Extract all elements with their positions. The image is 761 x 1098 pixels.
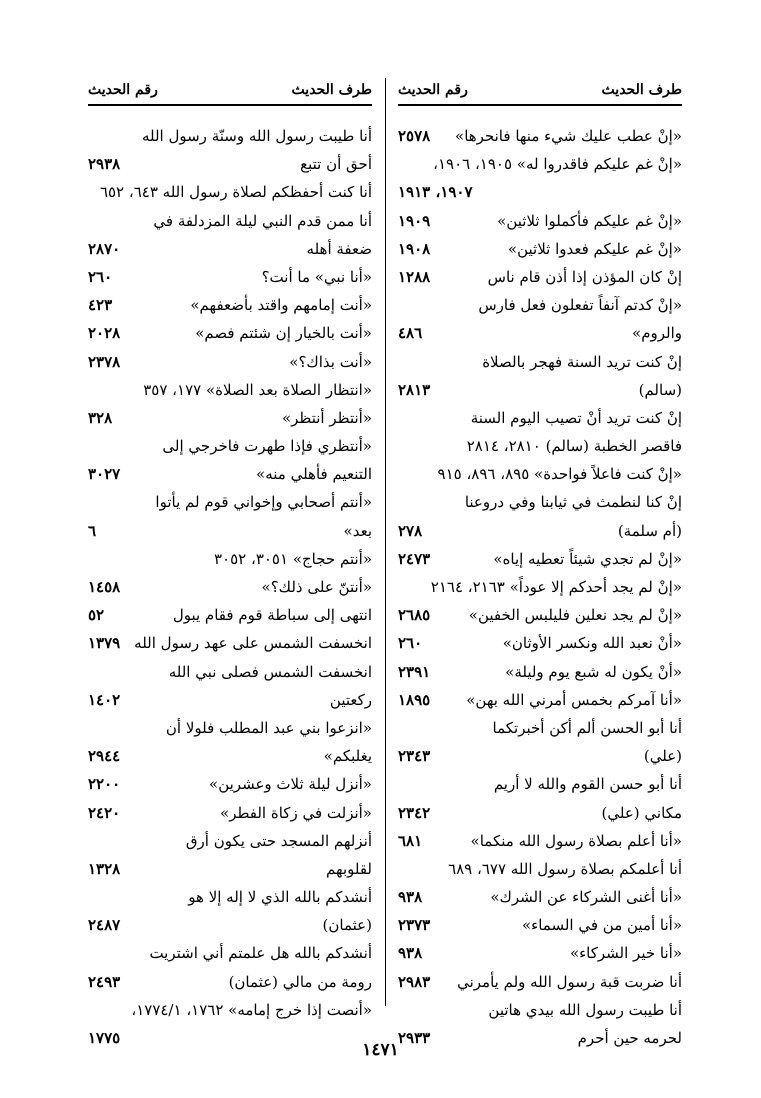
hadith-opening-text: أنا طيبت رسول الله وسنّة رسول الله — [141, 127, 372, 145]
index-entry — [88, 150, 372, 178]
hadith-number: ٤٨٦ — [398, 324, 423, 343]
hadith-opening-text: والروم» — [632, 324, 682, 343]
index-entry — [88, 432, 372, 460]
hadith-opening-text: «أنْ نعبد الله ونكسر الأوثان» — [502, 634, 682, 653]
hadith-opening-text: رومة من مالي (عثمان) — [228, 972, 372, 991]
hadith-opening-text: (أم سلمة) — [617, 521, 682, 540]
hadith-opening-text: «أنتم حجاج» ٣٠٥١، ٣٠٥٢ — [213, 549, 372, 568]
index-entry — [398, 883, 682, 911]
hadith-opening-text: «إنْ غم عليكم فأكملوا ثلاثين» — [497, 211, 682, 230]
hadith-opening-text: «أنا أمين من في السماء» — [521, 916, 682, 935]
hadith-number: ٢٦٨٥ — [398, 606, 431, 625]
header-hadith-text-label: طرف الحديث — [601, 82, 682, 98]
index-entry — [398, 573, 682, 601]
hadith-opening-text: «أنتنّ على ذلك؟» — [261, 578, 372, 596]
index-entry — [88, 827, 372, 855]
hadith-number: ٥٢ — [88, 606, 105, 625]
hadith-opening-text: مكاني (علي) — [601, 803, 682, 822]
index-entry — [398, 291, 682, 319]
index-entry — [398, 799, 682, 827]
hadith-number: ٢٠٢٨ — [88, 324, 121, 343]
hadith-opening-text: يغلبكم» — [323, 747, 372, 766]
index-entry — [398, 629, 682, 657]
hadith-opening-text: «أنا أغنى الشركاء عن الشرك» — [490, 888, 682, 907]
hadith-opening-text: أنا طيبت رسول الله بيدي هاتين — [488, 1000, 682, 1019]
hadith-opening-text: أنا أبو الحسن ألم أكن أخبرتكما — [492, 718, 682, 737]
hadith-opening-text: إنْ كنت تريد السنة فهجر بالصلاة — [482, 352, 682, 371]
hadith-opening-text: إنْ كنت تريد أنْ تصيب اليوم السنة — [470, 408, 682, 427]
hadith-number: ٢٤٧٣ — [398, 549, 431, 568]
hadith-opening-text: «انزعوا بني عبد المطلب فلولا أن — [165, 718, 372, 737]
index-entry — [398, 911, 682, 939]
index-entry — [88, 545, 372, 573]
index-entry — [88, 799, 372, 827]
hadith-opening-text: التنعيم فأهلي منه» — [256, 465, 372, 484]
right-column-header — [398, 82, 682, 106]
hadith-number: ١٩٠٩ — [398, 211, 431, 230]
hadith-opening-text: «أنْ يكون له شبع يوم وليلة» — [505, 662, 682, 681]
index-entry — [88, 601, 372, 629]
index-entry — [398, 122, 682, 150]
index-entry — [88, 883, 372, 911]
hadith-number: ٦٨١ — [398, 831, 423, 850]
hadith-number: ١٨٩٥ — [398, 690, 431, 709]
hadith-number: ٢٢٠٠ — [88, 775, 121, 794]
index-entry — [88, 460, 372, 488]
hadith-number: ١٢٨٨ — [398, 267, 431, 286]
index-entry — [88, 911, 372, 939]
index-entry — [398, 714, 682, 742]
hadith-opening-text: «انتظار الصلاة بعد الصلاة» ١٧٧، ٣٥٧ — [143, 380, 372, 399]
hadith-opening-text: «أنتظري فإذا طهرت فاخرجي إلى — [162, 437, 372, 456]
hadith-opening-text: «إنْ لم يجد أحدكم إلا عوداً» ٢١٦٣، ٢١٦٤ — [430, 578, 682, 596]
hadith-opening-text: «أنتظر أنتظر» — [281, 408, 372, 427]
hadith-number: ٢٧٨ — [398, 521, 423, 540]
hadith-number: ١٧٧٥ — [88, 1029, 121, 1047]
hadith-number: ٢٤٨٧ — [88, 916, 121, 935]
hadith-number: ٩٣٨ — [398, 944, 423, 963]
index-entry — [88, 855, 372, 883]
hadith-opening-text: انخسفت الشمس فصلى نبي الله — [168, 662, 372, 681]
index-entry — [398, 460, 682, 488]
hadith-number: ٢٩٣٨ — [88, 155, 121, 174]
hadith-opening-text: فاقصر الخطبة (سالم) ٢٨١٠، ٢٨١٤ — [466, 437, 682, 456]
hadith-number: ٢٦٠ — [398, 634, 423, 653]
index-entry — [398, 404, 682, 432]
index-entry — [398, 996, 682, 1024]
hadith-opening-text: «أنا نبي» ما أنت؟ — [261, 267, 372, 286]
index-entry — [88, 488, 372, 516]
hadith-opening-text: «إنْ لم يجد نعلين فليلبس الخفين» — [468, 606, 682, 625]
index-entry — [88, 263, 372, 291]
hadith-opening-text: ضعفة أهله — [306, 239, 372, 258]
index-entry — [88, 573, 372, 601]
index-entry — [398, 517, 682, 545]
hadith-number: ٢٦٠ — [88, 267, 113, 286]
hadith-number: ٢٣٩١ — [398, 662, 431, 681]
hadith-number: ٢٨٧٠ — [88, 239, 121, 258]
index-entry — [88, 996, 372, 1024]
hadith-number: ٢٣٧٨ — [88, 352, 121, 371]
index-entry — [88, 404, 372, 432]
hadith-opening-text: إنْ كنا لنطمث في ثيابنا وفي دروعنا — [464, 493, 682, 512]
hadith-opening-text: «أنزل ليلة ثلاث وعشرين» — [209, 775, 372, 794]
index-entry — [88, 319, 372, 347]
index-entry — [88, 291, 372, 319]
hadith-number: ٢٣٤٣ — [398, 747, 431, 766]
index-entry — [398, 658, 682, 686]
left-index-column — [88, 122, 372, 1052]
hadith-opening-text: «أنت بذاك؟» — [289, 352, 372, 371]
hadith-number: ٢٣٤٢ — [398, 803, 431, 822]
hadith-opening-text: «أنا خير الشركاء» — [569, 944, 682, 963]
index-entry — [88, 714, 372, 742]
hadith-number: ٢٩٨٣ — [398, 972, 431, 991]
hadith-opening-text: «إنْ كنت فاعلاً فواحدة» ٨٩٥، ٨٩٦، ٩١٥ — [437, 465, 682, 484]
hadith-opening-text: «أنا أعلم بصلاة رسول الله منكما» — [470, 831, 682, 850]
hadith-opening-text: أنا أعلمكم بصلاة رسول الله ٦٧٧، ٦٨٩ — [448, 859, 682, 878]
hadith-number: ١٣٧٩ — [88, 634, 121, 653]
hadith-number: ١٩٠٧، ١٩١٣ — [398, 183, 473, 202]
index-entry — [398, 348, 682, 376]
hadith-number: ٣٠٢٧ — [88, 465, 121, 484]
right-index-column — [398, 122, 682, 1052]
index-entry — [398, 263, 682, 291]
hadith-opening-text: أنا ممن قدم النبي ليلة المزدلفة في — [153, 211, 372, 230]
hadith-opening-text: انخسفت الشمس على عهد رسول الله — [134, 634, 372, 653]
header-hadith-text-label: طرف الحديث — [291, 82, 372, 98]
hadith-opening-text: بعد» — [343, 521, 372, 540]
hadith-opening-text: (سالم) — [638, 380, 682, 399]
hadith-number: ٢٥٧٨ — [398, 127, 431, 145]
index-entry — [398, 432, 682, 460]
index-entry — [88, 207, 372, 235]
hadith-opening-text: ركعتين — [329, 690, 372, 709]
hadith-opening-text: «أنزلت في زكاة الفطر» — [220, 803, 372, 822]
index-entry — [398, 770, 682, 798]
index-entry — [398, 545, 682, 573]
hadith-opening-text: أنا أبو حسن القوم والله لا أريم — [493, 775, 682, 794]
hadith-opening-text: (عثمان) — [322, 916, 372, 935]
column-divider — [385, 78, 386, 1006]
hadith-opening-text: «أنا آمركم بخمس أمرني الله بهن» — [466, 690, 682, 709]
hadith-opening-text: «إنْ غم عليكم فاقدروا له» ١٩٠٥، ١٩٠٦، — [433, 155, 682, 174]
header-hadith-number-label: رقم الحديث — [88, 82, 158, 98]
hadith-opening-text: انتهى إلى سباطة قوم فقام يبول — [172, 606, 372, 625]
hadith-number: ١٣٢٨ — [88, 859, 121, 878]
hadith-opening-text: لحرمه حين أحرم — [577, 1029, 682, 1047]
index-entry — [398, 235, 682, 263]
index-entry — [398, 686, 682, 714]
hadith-opening-text: «إنْ عطب عليك شيء منها فانحرها» — [455, 127, 682, 145]
index-entry — [88, 235, 372, 263]
hadith-opening-text: (علي) — [643, 747, 682, 766]
hadith-opening-text: «إنْ لم تجدي شيئاً تعطيه إياه» — [493, 549, 682, 568]
hadith-opening-text: «أنتم أصحابي وإخواني قوم لم يأتوا — [155, 493, 372, 512]
hadith-number: ٤٢٣ — [88, 296, 113, 315]
hadith-opening-text: إنْ كان المؤذن إذا أذن قام ناس — [487, 267, 682, 286]
hadith-opening-text: أحق أن تتبع — [300, 155, 372, 174]
index-entry — [88, 968, 372, 996]
index-entry — [398, 855, 682, 883]
index-entry — [398, 319, 682, 347]
index-entry — [88, 770, 372, 798]
index-entry — [398, 178, 682, 206]
index-entry — [398, 376, 682, 404]
hadith-opening-text: «أنت بالخيار إن شئتم فصم» — [195, 324, 372, 343]
index-entry — [88, 376, 372, 404]
hadith-number: ٢٩٤٤ — [88, 747, 121, 766]
index-entry — [88, 658, 372, 686]
hadith-number: ٦ — [88, 521, 97, 540]
index-entry — [88, 178, 372, 206]
hadith-number: ٢٤٢٠ — [88, 803, 121, 822]
hadith-opening-text: لقلوبهم — [326, 859, 372, 878]
index-entry — [88, 686, 372, 714]
left-column-header — [88, 82, 372, 106]
hadith-number: ٣٢٨ — [88, 408, 113, 427]
page-number: ١٤٧١ — [362, 1040, 399, 1060]
hadith-opening-text: «إنْ كدتم آنفاً تفعلون فعل فارس — [478, 296, 682, 315]
hadith-number: ٢٤٩٣ — [88, 972, 121, 991]
index-entry — [88, 742, 372, 770]
index-entry — [88, 517, 372, 545]
hadith-opening-text: «إنْ غم عليكم فعدوا ثلاثين» — [507, 239, 682, 258]
index-entry — [398, 207, 682, 235]
hadith-opening-text: «أنصت إذا خرج إمامه» ١٧٦٢، ١٧٧٤/١، — [131, 1000, 372, 1019]
index-entry — [398, 968, 682, 996]
hadith-opening-text: أنشدكم بالله هل علمتم أني اشتريت — [149, 944, 372, 963]
hadith-opening-text: «أنت إمامهم واقتد بأضعفهم» — [190, 296, 372, 315]
index-entry — [88, 348, 372, 376]
index-entry — [398, 601, 682, 629]
hadith-number: ٢٨١٣ — [398, 380, 431, 399]
hadith-opening-text: أنا ضربت قبة رسول الله ولم يأمرني — [457, 972, 682, 991]
index-entry — [398, 827, 682, 855]
hadith-number: ٢٣٧٣ — [398, 916, 431, 935]
hadith-opening-text: أنزلهم المسجد حتى يكون أرق — [185, 831, 372, 850]
hadith-opening-text: أنا كنت أحفظكم لصلاة رسول الله ٦٤٣، ٦٥٢ — [99, 183, 372, 202]
index-entry — [398, 939, 682, 967]
hadith-opening-text: أنشدكم بالله الذي لا إله إلا هو — [188, 888, 372, 907]
index-entry — [398, 742, 682, 770]
index-entry — [88, 939, 372, 967]
hadith-number: ٢٩٣٣ — [398, 1029, 431, 1047]
hadith-number: ١٩٠٨ — [398, 239, 431, 258]
header-hadith-number-label: رقم الحديث — [398, 82, 468, 98]
index-entry — [88, 629, 372, 657]
hadith-number: ٩٣٨ — [398, 888, 423, 907]
hadith-number: ١٤٥٨ — [88, 578, 121, 596]
index-entry — [398, 488, 682, 516]
index-entry — [88, 122, 372, 150]
index-entry — [398, 150, 682, 178]
hadith-number: ١٤٠٢ — [88, 690, 121, 709]
